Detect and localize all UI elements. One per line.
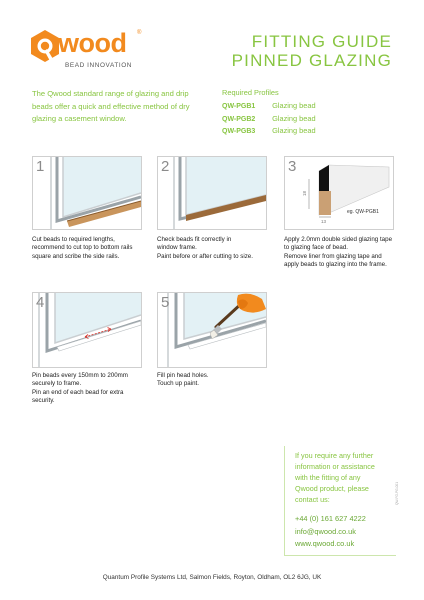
step-4-caption (32, 372, 152, 406)
example-label: eg. QW-PGB1 (347, 209, 379, 215)
caption-line: square and scribe the side rails. (32, 252, 120, 260)
caption-line: to glazing face of bead. (284, 244, 348, 252)
required-profiles (222, 88, 316, 138)
logo-tagline: BEAD INNOVATION (65, 62, 132, 69)
profile-name: Glazing bead (272, 126, 316, 135)
logo-q-mark (28, 28, 62, 68)
required-profiles-title: Required Profiles (222, 88, 279, 97)
caption-line: Paint before or after cutting to size. (157, 252, 253, 260)
step-number: 2 (161, 158, 170, 175)
caption-line: Cut beads to required lengths, (32, 236, 115, 243)
contact-phone[interactable]: +44 (0) 161 627 4222 (295, 514, 366, 523)
step-number: 3 (288, 158, 297, 175)
contact-text-line: information or assistance (295, 462, 375, 471)
title-line-1: FITTING GUIDE (251, 32, 392, 51)
window-frame-icon (33, 293, 141, 367)
caption-line: window frame. (157, 244, 197, 252)
dimension-width: 13 (321, 219, 327, 224)
caption-line: apply beads to glazing into the frame. (284, 261, 387, 269)
dimension-height: 18 (302, 190, 308, 197)
document-code: QW-FG-PG-001 (395, 482, 399, 505)
profile-name: Glazing bead (272, 113, 316, 123)
contact-text-line: contact us: (295, 495, 330, 504)
contact-text-line: If you require any further (295, 451, 374, 460)
step-number: 4 (36, 294, 45, 311)
profile-row (222, 113, 316, 126)
caption-line: Fill pin head holes. (157, 372, 209, 379)
profile-code: QW-PGB3 (222, 128, 256, 135)
contact-details (295, 513, 396, 551)
intro-line: glazing a casement window. (32, 114, 127, 123)
contact-email[interactable]: info@qwood.co.uk (295, 526, 356, 536)
intro-paragraph (32, 88, 200, 126)
footer-address: Quantum Profile Systems Ltd, Salmon Fields, Royton, Oldham, OL2 6JG, UK (102, 574, 322, 581)
caption-line: Touch up paint. (157, 380, 199, 388)
step-number: 1 (36, 158, 45, 175)
profile-code: QW-PGB2 (222, 115, 256, 123)
logo-trademark: ® (137, 30, 142, 36)
intro-line: beads offer a quick and effective method of dry (32, 101, 190, 111)
contact-box (284, 446, 396, 556)
step-5-caption (157, 372, 277, 389)
step-5-illustration (157, 292, 267, 368)
step-3-caption (284, 236, 408, 270)
step-4-illustration (32, 292, 142, 368)
logo-wordmark: wood (58, 28, 127, 58)
contact-message (295, 450, 396, 505)
contact-text-line: with the fitting of any (295, 473, 361, 482)
step-2-illustration (157, 156, 267, 230)
step-number: 5 (161, 294, 170, 311)
caption-line: Apply 2.0mm double sided glazing tape (284, 236, 393, 243)
caption-line: Pin beads every 150mm to 200mm (32, 372, 128, 379)
caption-line: Check beads fit correctly in (157, 236, 232, 243)
caption-line: securely to frame. (32, 380, 82, 388)
profile-row (222, 125, 316, 138)
contact-website[interactable]: www.qwood.co.uk (295, 539, 355, 548)
profile-row (222, 100, 316, 113)
window-frame-icon (158, 157, 266, 229)
step-1-caption (32, 236, 152, 261)
caption-line: recommend to cut top to bottom rails (32, 244, 133, 252)
caption-line: Remove liner from glazing tape and (284, 252, 382, 260)
window-frame-icon (33, 157, 141, 229)
intro-line: The Qwood standard range of glazing and drip (32, 89, 189, 98)
step-1-illustration (32, 156, 142, 230)
profile-name: Glazing bead (272, 101, 316, 110)
step-2-caption (157, 236, 277, 261)
title-line-2: PINNED GLAZING (231, 51, 392, 70)
caption-line: Pin an end of each bead for extra (32, 388, 124, 396)
step-3-illustration (284, 156, 394, 230)
paint-brush-icon (158, 293, 266, 367)
caption-line: security. (32, 397, 55, 405)
contact-text-line: Qwood product, please (295, 484, 369, 493)
profile-code: QW-PGB1 (222, 103, 256, 110)
page-title (232, 32, 392, 70)
